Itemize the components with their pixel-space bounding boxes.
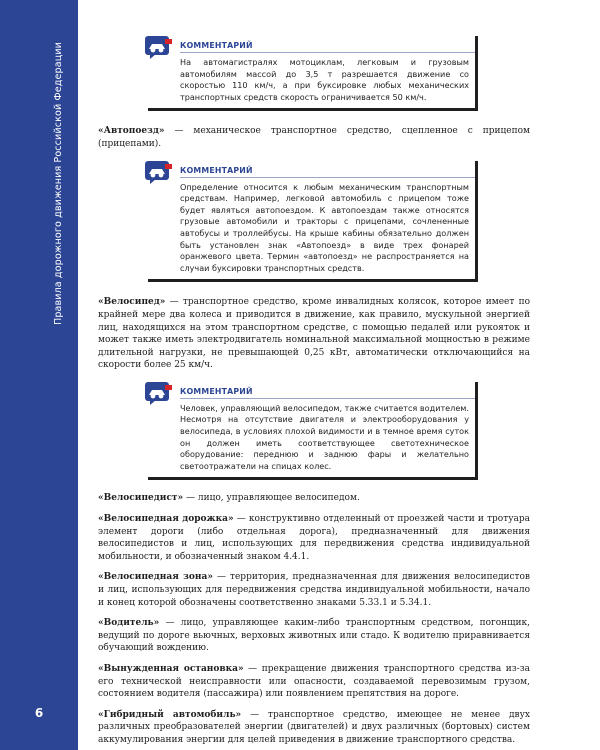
- definition-velosipednaya-zona: [98, 571, 530, 609]
- comment-box: [148, 161, 478, 283]
- comment-box: [148, 382, 478, 481]
- term: «Велосипедист»: [98, 493, 184, 504]
- comment-heading: КОММЕНТАРИЙ: [180, 386, 253, 396]
- book-title-text: Правила дорожного движения Российской Федерации: [52, 41, 64, 325]
- book-title: [50, 18, 66, 348]
- comment-text: На автомагистралях мотоциклам, легковым и грузовым автомобилям массой до 3,5 т разрешается движение со скоростью 110 км/ч, а при буксировке любых механических транспортных средств скорость ограничивается 50 км/ч.: [180, 57, 469, 102]
- definition-velosipednaya-dorozhka: [98, 513, 530, 563]
- definition-text: — конструктивно отделенный от проезжей части и тротуара элемент дороги (либо отдельная дорога), предназначенный для движения велосипедистов и лиц, использующих для передвижения средства индивидуальной мобильности, и обозначенный знаком 4.4.1.: [98, 514, 530, 562]
- definition-velosiped: [98, 296, 530, 372]
- definition-gibridnyy-avtomobil: [98, 709, 530, 747]
- car-speech-bubble-icon: [145, 36, 173, 59]
- definition-voditel: [98, 617, 530, 655]
- term: «Велосипедная дорожка»: [98, 514, 234, 525]
- car-speech-bubble-icon: [145, 382, 173, 405]
- car-speech-bubble-icon: [145, 161, 173, 184]
- comment-text: Человек, управляющий велосипедом, также считается водителем. Несмотря на отсутствие двигателя и электрооборудования у велосипеда, в условиях плохой видимости и в темное время суток он должен иметь соответствующее светотехническое оборудование: переднюю и заднюю фары и желательно светоотражатели на спицах колес.: [180, 402, 469, 471]
- page-number: 6: [34, 706, 44, 720]
- comment-text: Определение относится к любым механическим транспортным средствам. Например, легковой автомобиль с прицепом тоже будет являться автопоездом. К автопоездам также относятся грузовые автомобили и тракторы с прицепами, сочлененные автобусы и троллейбусы. На крыше кабины обязательно должен быть установлен знак «Автопоезд» в виде трех фонарей оранжевого цвета. Термин «автопоезд» не распространяется на случаи буксировки транспортных средств.: [180, 181, 469, 273]
- definition-text: — лицо, управляющее каким-либо транспортным средством, погонщик, ведущий по дороге вьючных, верховых животных или стадо. К водителю приравнивается обучающий вождению.: [98, 618, 530, 654]
- definition-autopoezd: [98, 125, 530, 150]
- term: «Вынужденная остановка»: [98, 663, 244, 674]
- term: «Гибридный автомобиль»: [98, 709, 242, 720]
- definition-text: — лицо, управляющее велосипедом.: [183, 493, 360, 504]
- term: «Велосипедная зона»: [98, 572, 213, 583]
- term: «Автопоезд»: [98, 126, 165, 137]
- term: «Водитель»: [98, 618, 160, 629]
- definition-vynuzhdennaya-ostanovka: [98, 663, 530, 701]
- comment-heading: КОММЕНТАРИЙ: [180, 41, 253, 50]
- definition-velosipedist: [98, 492, 530, 505]
- term: «Велосипед»: [98, 297, 166, 308]
- comment-heading: КОММЕНТАРИЙ: [180, 165, 253, 175]
- definition-text: — транспортное средство, кроме инвалидных колясок, которое имеет по крайней мере два колеса и приводится в движение, как правило, мускульной энергией лиц, находящихся на этом транспортном средстве, с помощью педалей или рукояток и может также иметь электродвигатель номинальной максимальной мощностью в режиме длительной нагрузки, не превышающей 0,25 кВт, автоматически отключающийся на скорости более 25 км/ч.: [98, 297, 530, 371]
- definition-text: — территория, предназначенная для движения велосипедистов и лиц, использующих для передвижения средства индивидуальной мобильности, начало и конец которой обозначены соответственно знаками 5.33.1 и 5.34.1.: [98, 572, 530, 608]
- side-bar: [0, 0, 78, 750]
- page-content: [98, 36, 530, 747]
- definition-text: — транспортное средство, имеющее не менее двух различных преобразователей энергии (двигателей) и двух различных (бортовых) систем аккумулирования энергии для целей приведения в движение транспортного средства.: [98, 709, 530, 745]
- definition-text: — механическое транспортное средство, сцепленное с прицепом (прицепами).: [98, 126, 530, 149]
- definition-text: — прекращение движения транспортного средства из-за его технической неисправности или опасности, создаваемой перевозимым грузом, состоянием водителя (пассажира) или появлением препятствия на дороге.: [98, 663, 530, 700]
- comment-box: [148, 36, 478, 111]
